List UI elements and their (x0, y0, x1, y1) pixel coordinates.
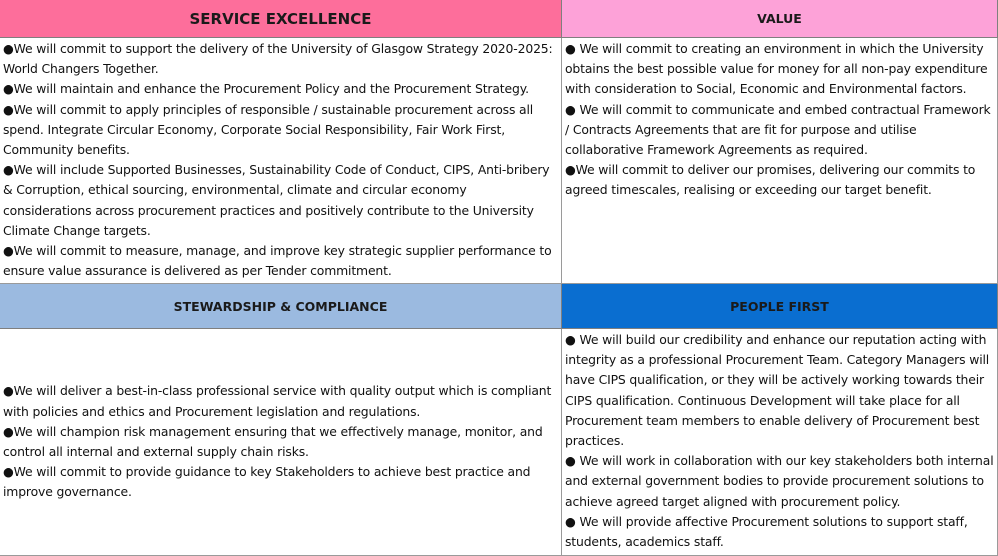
list-item: ●We will champion risk management ensuring that we effectively manage, monitor, and control all internal and external supply chain risks. (3, 423, 543, 459)
value-body (562, 38, 998, 284)
list-item: ●We will commit to measure, manage, and improve key strategic supplier performance to ensure value assurance is delivered as per Tender commitment. (3, 243, 552, 279)
list-item: ● We will build our credibility and enhance our reputation acting with integrity as a professional Procurement Team. Category Managers will have CIPS qualification, or they will be actively working towards their CIPS qualification. Continuous Development will take place for all Procurement team members to enable delivery of Procurement best practices. (565, 332, 990, 449)
list-item: ● We will provide affective Procurement solutions to support staff, students, academics staff. (565, 513, 968, 550)
list-item: ●We will commit to support the delivery of the University of Glasgow Strategy 2020-2025: World Changers Together. (3, 41, 553, 77)
people-first-body (562, 329, 998, 556)
list-item: ●We will maintain and enhance the Procurement Policy and the Procurement Strategy. (3, 81, 529, 97)
people-first-heading: PEOPLE FIRST (562, 284, 998, 329)
list-item: ● We will commit to communicate and embed contractual Framework / Contracts Agreements that are fit for purpose and utilise collaborative Framework Agreements as required. (565, 101, 991, 158)
list-item: ● We will commit to creating an environment in which the University obtains the best possible value for money for all non-pay expenditure with consideration to Social, Economic and Environmental factors. (565, 41, 988, 97)
stewardship-compliance-heading: STEWARDSHIP & COMPLIANCE (0, 284, 562, 329)
list-item: ●We will commit to deliver our promises, delivering our commits to agreed timescales, realising or exceeding our target benefit. (565, 162, 976, 198)
value-heading: VALUE (562, 0, 998, 38)
stewardship-compliance-body (0, 329, 562, 556)
list-item: ●We will commit to apply principles of responsible / sustainable procurement across all spend. Integrate Circular Economy, Corporate Social Responsibility, Fair Work First, Community benefits. (3, 101, 534, 158)
list-item: ●We will commit to provide guidance to key Stakeholders to achieve best practice and improve governance. (3, 464, 531, 500)
service-excellence-heading: SERVICE EXCELLENCE (0, 0, 562, 38)
service-excellence-body (0, 38, 562, 284)
list-item: ●We will include Supported Businesses, Sustainability Code of Conduct, CIPS, Anti-bribery & Corruption, ethical sourcing, environmental, climate and circular economy considerations across procurement practices and positively contribute to the University Climate Change targets. (3, 162, 550, 238)
list-item: ● We will work in collaboration with our key stakeholders both internal and external government bodies to provide procurement solutions to achieve agreed target aligned with procurement policy. (565, 453, 994, 509)
list-item: ●We will deliver a best-in-class professional service with quality output which is compliant with policies and ethics and Procurement legislation and regulations. (3, 383, 552, 419)
